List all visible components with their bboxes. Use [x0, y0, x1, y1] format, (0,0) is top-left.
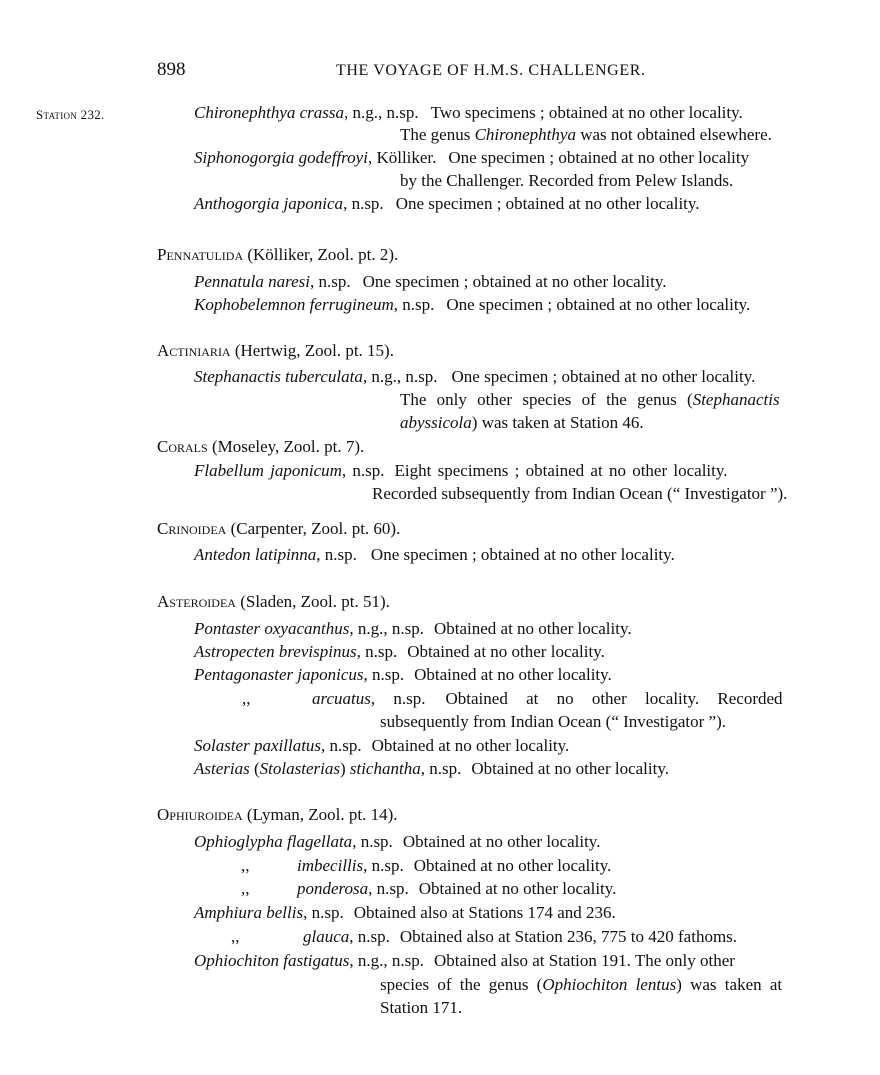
ditto-mark: ,,	[241, 856, 250, 875]
species-note: Obtained at no other locality.	[371, 736, 570, 755]
species-name: Asterias	[194, 759, 250, 778]
species-entry: arcuatus, n.sp. Obtained at no other locality. Recorded	[312, 689, 783, 708]
species-note-continued: species of the genus (Ophiochiton lentus) was taken at	[380, 975, 783, 994]
species-entry: Solaster paxillatus, n.sp. Obtained at no other locality.	[194, 736, 570, 755]
species-note: Obtained at no other locality.	[402, 832, 601, 851]
species-name: arcuatus	[312, 689, 371, 708]
species-note-continued: The only other species of the genus (Stephanactis	[400, 390, 780, 409]
species-note: Obtained also at Station 191. The only other	[434, 951, 735, 970]
species-note: Eight specimens ; obtained at no other locality.	[394, 461, 728, 480]
species-entry: Kophobelemnon ferrugineum, n.sp. One specimen ; obtained at no other locality.	[194, 295, 751, 314]
species-name: Astropecten brevispinus	[194, 642, 357, 661]
group-heading: Pennatulida (Kölliker, Zool. pt. 2).	[157, 245, 399, 264]
species-name: glauca	[303, 927, 350, 946]
species-note: Obtained at no other locality.	[471, 759, 669, 778]
species-entry: Ophiochiton fastigatus, n.g., n.sp. Obtained also at Station 191. The only other	[194, 951, 735, 970]
species-name: imbecillis	[297, 856, 364, 875]
species-name: Kophobelemnon ferrugineum	[194, 295, 394, 314]
running-title: THE VOYAGE OF H.M.S. CHALLENGER.	[336, 62, 646, 79]
station-label: Station 232.	[36, 107, 105, 122]
species-name: Solaster paxillatus	[194, 736, 322, 755]
species-name: ponderosa	[297, 879, 369, 898]
species-name: Amphiura bellis	[194, 903, 304, 922]
species-name: Stephanactis tuberculata	[194, 367, 363, 386]
group-heading: Ophiuroidea (Lyman, Zool. pt. 14).	[157, 805, 398, 824]
ditto-mark: ,,	[242, 689, 251, 708]
species-entry: Anthogorgia japonica, n.sp. One specimen ; obtained at no other locality.	[194, 194, 700, 213]
species-note: Two specimens ; obtained at no other locality.	[430, 103, 743, 122]
species-name: Anthogorgia japonica	[194, 194, 344, 213]
species-note-continued: abyssicola) was taken at Station 46.	[400, 413, 644, 432]
species-note: Obtained also at Stations 174 and 236.	[353, 903, 616, 922]
species-entry: Flabellum japonicum, n.sp. Eight specimens ; obtained at no other locality.	[194, 461, 728, 480]
group-heading: Crinoidea (Carpenter, Zool. pt. 60).	[157, 519, 401, 538]
species-entry: ponderosa, n.sp. Obtained at no other locality.	[297, 879, 617, 898]
species-note-continued: The genus Chironephthya was not obtained elsewhere.	[400, 125, 772, 144]
species-name: Chironephthya crassa	[194, 103, 345, 122]
species-note: Obtained at no other locality.	[414, 665, 612, 684]
species-note: One specimen ; obtained at no other locality.	[362, 272, 667, 291]
species-entry: Amphiura bellis, n.sp. Obtained also at Stations 174 and 236.	[194, 903, 616, 922]
species-entry: Astropecten brevispinus, n.sp. Obtained at no other locality.	[194, 642, 605, 661]
species-entry: Pontaster oxyacanthus, n.g., n.sp. Obtained at no other locality.	[194, 619, 632, 638]
species-note: One specimen ; obtained at no other locality	[448, 148, 750, 167]
species-entry: Chironephthya crassa, n.g., n.sp. Two specimens ; obtained at no other locality.	[194, 103, 743, 122]
ditto-mark: ,,	[241, 879, 250, 898]
species-entry: Asterias (Stolasterias) stichantha, n.sp. Obtained at no other locality.	[194, 759, 669, 778]
species-note: One specimen ; obtained at no other locality.	[446, 295, 751, 314]
species-entry: glauca, n.sp. Obtained also at Station 236, 775 to 420 fathoms.	[303, 927, 738, 946]
species-entry: Stephanactis tuberculata, n.g., n.sp. One specimen ; obtained at no other locality.	[194, 367, 756, 386]
group-heading: Corals (Moseley, Zool. pt. 7).	[157, 437, 365, 456]
group-heading: Asteroidea (Sladen, Zool. pt. 51).	[157, 592, 390, 611]
species-name: Siphonogorgia godeffroyi	[194, 148, 368, 167]
species-note: Obtained at no other locality.	[418, 879, 617, 898]
species-note-continued: Station 171.	[380, 998, 463, 1017]
species-name: Pontaster oxyacanthus	[194, 619, 350, 638]
species-note-continued: Recorded subsequently from Indian Ocean (“ Investigator ”).	[372, 484, 788, 503]
species-note: One specimen ; obtained at no other locality.	[395, 194, 700, 213]
species-entry: Siphonogorgia godeffroyi, Kölliker. One specimen ; obtained at no other locality	[194, 148, 750, 167]
species-note: One specimen ; obtained at no other locality.	[370, 545, 675, 564]
species-note-continued: subsequently from Indian Ocean (“ Investigator ”).	[380, 712, 727, 731]
species-note: One specimen ; obtained at no other locality.	[451, 367, 756, 386]
species-entry: imbecillis, n.sp. Obtained at no other locality.	[297, 856, 612, 875]
species-entry: Pennatula naresi, n.sp. One specimen ; obtained at no other locality.	[194, 272, 667, 291]
species-name: Ophiochiton fastigatus	[194, 951, 350, 970]
species-note: Obtained at no other locality.	[433, 619, 632, 638]
species-name: Ophioglypha flagellata	[194, 832, 353, 851]
species-note-continued: by the Challenger. Recorded from Pelew Islands.	[400, 171, 734, 190]
species-note: Obtained at no other locality.	[413, 856, 612, 875]
page-number: 898	[157, 59, 186, 80]
group-heading: Actiniaria (Hertwig, Zool. pt. 15).	[157, 341, 394, 360]
species-name: Pentagonaster japonicus	[194, 665, 364, 684]
species-entry: Pentagonaster japonicus, n.sp. Obtained at no other locality.	[194, 665, 612, 684]
species-note: Obtained at no other locality. Recorded	[445, 689, 783, 708]
species-name: Antedon latipinna	[194, 545, 317, 564]
species-note: Obtained at no other locality.	[407, 642, 605, 661]
ditto-mark: ,,	[231, 927, 240, 946]
species-note: Obtained also at Station 236, 775 to 420 fathoms.	[399, 927, 738, 946]
species-name: Pennatula naresi	[194, 272, 310, 291]
species-name: Flabellum japonicum	[194, 461, 342, 480]
species-entry: Antedon latipinna, n.sp. One specimen ; obtained at no other locality.	[194, 545, 675, 564]
species-entry: Ophioglypha flagellata, n.sp. Obtained at no other locality.	[194, 832, 601, 851]
